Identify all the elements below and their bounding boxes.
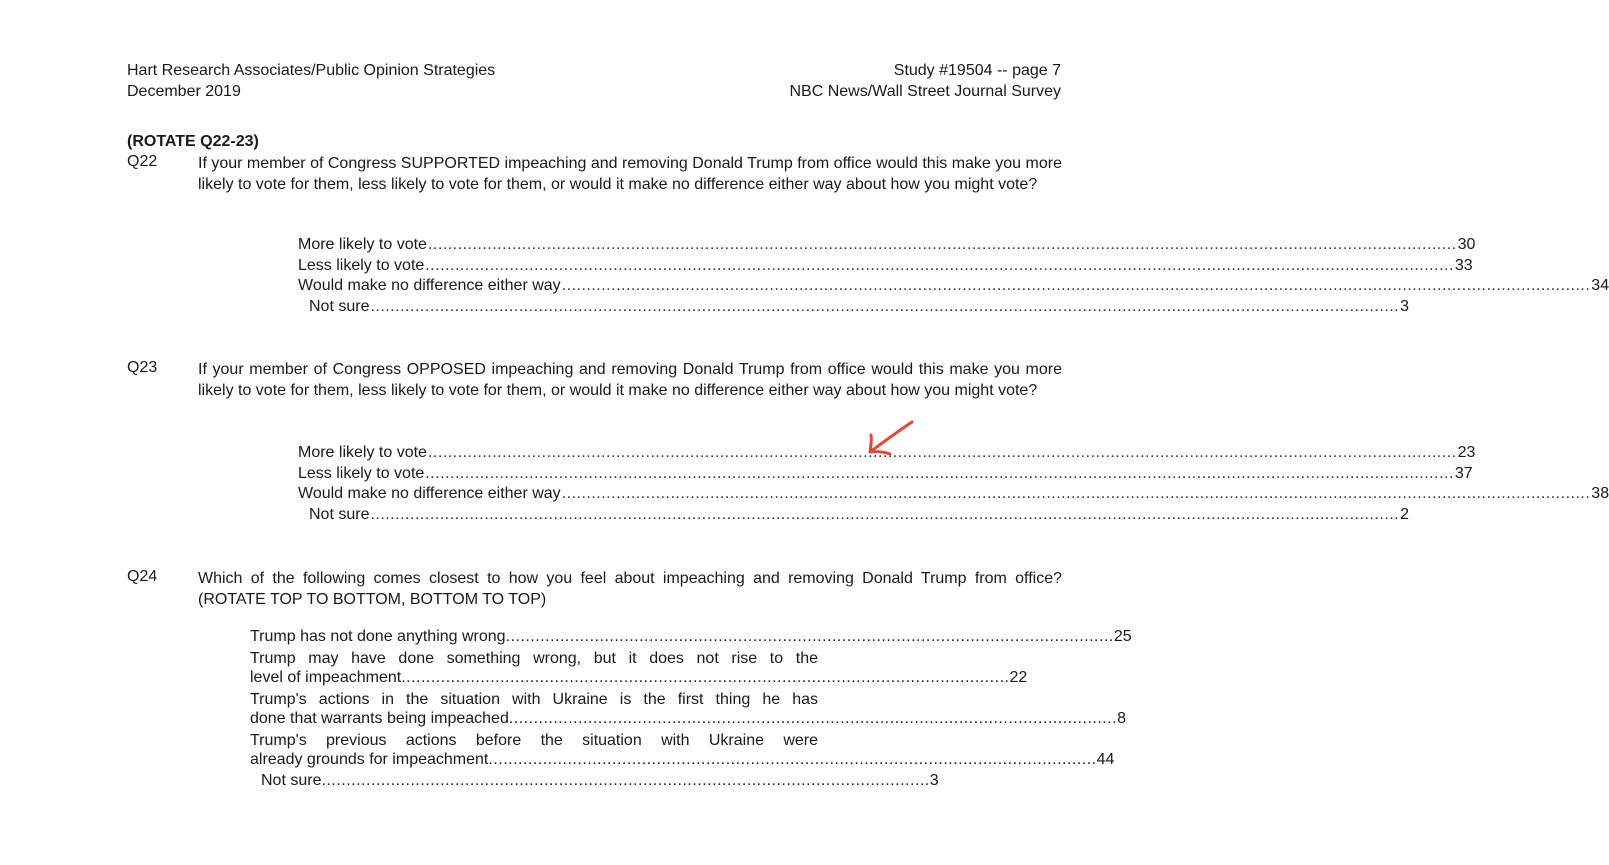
- option-label: More likely to vote: [298, 236, 427, 253]
- q23-option: [298, 443, 1476, 464]
- q24-number: Q24: [127, 568, 158, 585]
- document-header-left: [127, 60, 495, 102]
- document-header-right: [790, 60, 1062, 102]
- option-label-line1: Trump may have done something wrong, but it does not rise to the: [250, 649, 818, 667]
- q23-option: [298, 484, 1609, 505]
- rotate-note: (ROTATE Q22-23): [127, 133, 259, 150]
- option-label-line2: done that warrants being impeached: [250, 710, 509, 727]
- option-value: 23: [1457, 444, 1476, 461]
- option-value: 8: [1117, 710, 1127, 727]
- option-label-line2: level of impeachment: [250, 669, 402, 686]
- option-label: Less likely to vote: [298, 464, 425, 482]
- q24-options: [250, 628, 1132, 792]
- option-label: Would make no difference either way: [298, 485, 561, 502]
- q23-number: Q23: [127, 359, 158, 376]
- q23-option: [298, 464, 1473, 485]
- org-name: Hart Research Associates/Public Opinion Strategies: [127, 62, 496, 79]
- option-value: 44: [1096, 751, 1115, 768]
- q22-option: [298, 297, 1409, 318]
- study-number: Study #19504 -- page 7: [893, 62, 1061, 79]
- option-value: 34: [1591, 277, 1609, 294]
- option-label: Trump has not done anything wrong: [250, 628, 506, 645]
- q24-option: Trump's previous actions before the situation with Ukraine were already grounds for impeachment ........................................................................................................................... 44: [250, 731, 1115, 768]
- q22-option: [298, 235, 1476, 256]
- red-arrow-annotation-icon: [866, 418, 916, 458]
- option-value: 3: [929, 771, 939, 789]
- option-label: More likely to vote: [298, 444, 427, 461]
- option-value: 37: [1454, 464, 1473, 482]
- q22-text: If your member of Congress SUPPORTED impeaching and removing Donald Trump from office would this make you more likely to vote for them, less likely to vote for them, or would it make no difference either way about how you might vote?: [198, 155, 1062, 193]
- option-label-line1: Trump's previous actions before the situation with Ukraine were: [250, 731, 818, 749]
- q22-option: [298, 276, 1609, 297]
- q22-option: [298, 256, 1473, 277]
- option-label: Not sure: [309, 297, 370, 315]
- survey-name: NBC News/Wall Street Journal Survey: [789, 83, 1061, 100]
- q24-option: Trump's actions in the situation with Ukraine is the first thing he has done that warrants being impeached ........................................................................................................................... 8: [250, 690, 1127, 727]
- q24-text: Which of the following comes closest to how you feel about impeaching and removing Donald Trump from office? (ROTATE TOP TO BOTTOM, BOTTOM TO TOP): [198, 570, 1062, 608]
- option-value: 30: [1457, 236, 1476, 253]
- q24-option: Not sure ........................................................................................................................... 3: [250, 772, 896, 793]
- option-label-line2: already grounds for impeachment: [250, 751, 489, 768]
- option-value: 33: [1454, 256, 1473, 274]
- option-label: Would make no difference either way: [298, 277, 561, 294]
- option-value: 25: [1113, 628, 1132, 645]
- option-value: 2: [1400, 505, 1409, 523]
- option-label: Not sure: [261, 771, 322, 789]
- option-label: Less likely to vote: [298, 256, 425, 274]
- q24-option: Trump may have done something wrong, but it does not rise to the level of impeachment ........................................................................................................................... 22: [250, 649, 1028, 686]
- option-value: 38: [1591, 485, 1609, 502]
- option-label: Not sure: [309, 505, 370, 523]
- q24-option: Trump has not done anything wrong ........................................................................................................................... 25: [250, 628, 1132, 645]
- report-date: December 2019: [127, 83, 241, 100]
- option-label-line1: Trump's actions in the situation with Ukraine is the first thing he has: [250, 690, 818, 708]
- q22-options: [298, 235, 1609, 317]
- q23-text: If your member of Congress OPPOSED impeaching and removing Donald Trump from office would this make you more likely to vote for them, less likely to vote for them, or would it make no difference either way about how you might vote?: [198, 361, 1062, 399]
- q23-options: [298, 443, 1609, 525]
- q22-number: Q22: [127, 153, 158, 170]
- q23-option: [298, 505, 1409, 526]
- option-value: 22: [1009, 669, 1028, 686]
- option-value: 3: [1400, 297, 1409, 315]
